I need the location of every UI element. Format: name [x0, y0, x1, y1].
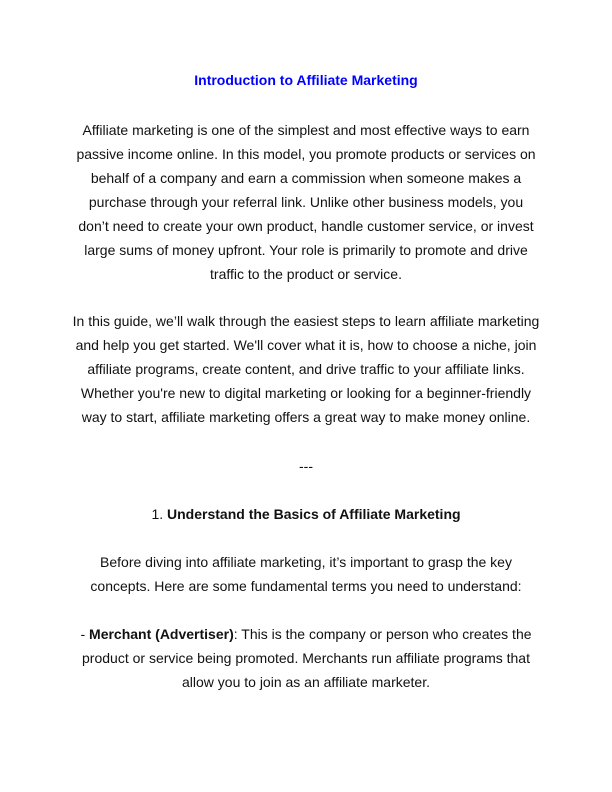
intro-line: Affiliate marketing is one of the simplest and most effective ways to earn [82, 122, 530, 138]
separator: --- [299, 458, 313, 474]
intro-line: behalf of a company and earn a commission when someone makes a [90, 170, 522, 186]
section-1-intro [0, 550, 612, 598]
guide-line: In this guide, we’ll walk through the easiest steps to learn affiliate marketing [72, 313, 540, 329]
guide-line: Whether you're new to digital marketing or looking for a beginner-friendly [80, 385, 532, 401]
merchant-term: Merchant (Advertiser) [89, 626, 234, 642]
merchant-definition-text: : This is the company or person who creates the [233, 626, 532, 642]
document-title: Introduction to Affiliate Marketing [194, 72, 418, 88]
intro-paragraph [0, 118, 612, 286]
intro-line: traffic to the product or service. [210, 266, 402, 282]
intro-line: large sums of money upfront. Your role is primarily to promote and drive [84, 242, 528, 258]
intro-line: don’t need to create your own product, handle customer service, or invest [78, 218, 534, 234]
guide-paragraph [0, 309, 612, 429]
merchant-line: product or service being promoted. Merchants run affiliate programs that [82, 650, 530, 666]
section-intro-line: Before diving into affiliate marketing, it’s important to grasp the key [100, 554, 512, 570]
guide-line: affiliate programs, create content, and drive traffic to your affiliate links. [87, 361, 525, 377]
intro-line: passive income online. In this model, you promote products or services on [76, 146, 536, 162]
merchant-definition [0, 622, 612, 694]
guide-line: and help you get started. We'll cover what it is, how to choose a niche, join [75, 337, 537, 353]
section-heading: Understand the Basics of Affiliate Marketing [167, 506, 461, 522]
merchant-line: allow you to join as an affiliate marketer. [182, 674, 430, 690]
section-1-heading [0, 502, 612, 526]
separator-block [0, 454, 612, 478]
document-title-block [0, 68, 612, 92]
section-intro-line: concepts. Here are some fundamental terms you need to understand: [90, 578, 522, 594]
bullet-dash: - [80, 626, 86, 642]
intro-line: purchase through your referral link. Unlike other business models, you [88, 194, 524, 210]
section-number: 1. [151, 506, 164, 522]
guide-line: way to start, affiliate marketing offers a great way to make money online. [81, 409, 531, 425]
